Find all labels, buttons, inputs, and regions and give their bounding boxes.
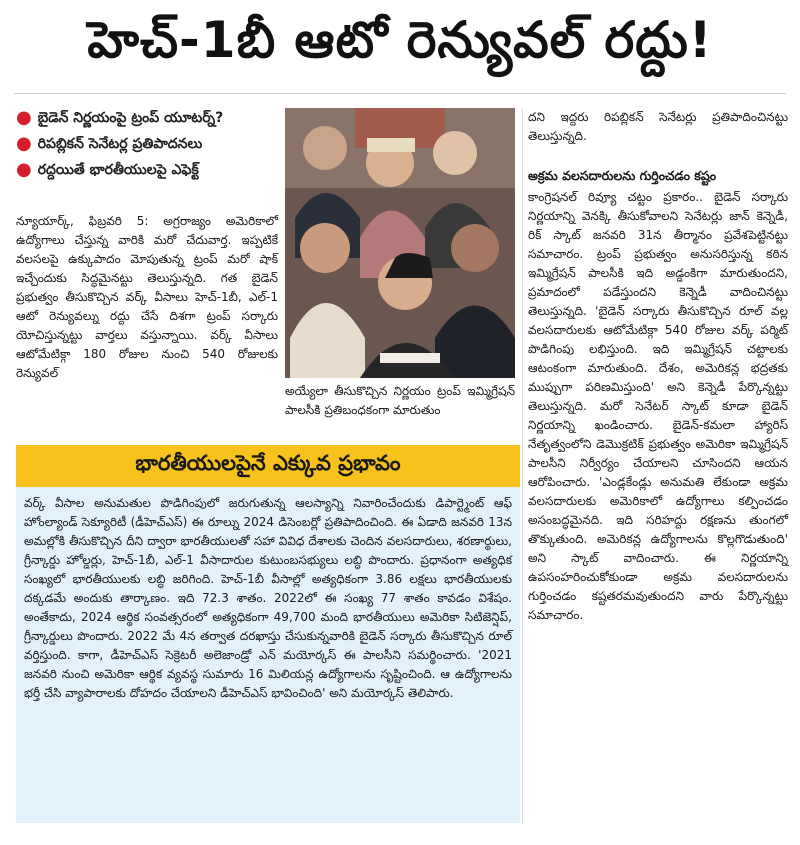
column-divider	[522, 108, 523, 824]
info-box-text: వర్క్ వీసాల అనుమతుల పొడిగింపులో జరుగుతున్న ఆలస్యాన్ని నివారించేందుకు డిపార్ట్మెంట్ ఆఫ్ హోంల్యాండ్ సెక్యూరిటీ (డీహెచ్ఎస్) ఈ రూల్ను 2024 డిసెంబర్లో ప్రతిపాదించింది. ఈ ఏడాది జనవరి 13న అమల్లోకి తీసుకొచ్చిన దీని ద్వారా భారతీయులతో సహా వివిధ దేశాలకు చెందిన వలసదారులు, శరణార్థులు, గ్రీన్కార్డు హోల్డర్లు, హెచ్-1బీ, ఎల్-1 వీసాదారుల కుటుంబసభ్యులు లబ్ధి పొందారు. ప్రధానంగా అత్యధిక సంఖ్యలో భారతీయులకు లబ్ధి జరిగింది. హెచ్-1బీ వీసాల్లో అత్యధికంగా 3.86 లక్షలు భారతీయులకు దక్కడమే అందుకు తార్కాణం. ఇది 72.3 శాతం. 2022లో ఈ సంఖ్య 77 శాతం కావడం విశేషం. అంతేకాదు, 2024 ఆర్థిక సంవత్సరంలో అత్యధికంగా 49,700 మంది భారతీయులు అమెరికా సిటిజెన్షిప్, గ్రీన్కార్డులు పొందారు. 2022 మే 4న తర్వాత దరఖాస్తు చేసుకున్నవారికి బైడెన్ సర్కారు తీసుకొచ్చిన రూల్ వర్తిస్తుంది. కాగా, డీహెచ్ఎస్ సెక్రెటరీ అలెజాండ్రో ఎన్ మయోర్కస్ ఈ పాలసీని సమర్థించారు. '2021 జనవరి నుంచి అమెరికా ఆర్థిక వ్యవస్థ సుమారు 16 మిలియన్ల ఉద్యోగాలను సృష్టించింది. ఆ ఉద్యోగాలను భర్తీ చేసి వ్యాపారాలకు దోహదం చేయాలని డీహెచ్ఎస్ భావించింది' అని మయోర్కస్ తెలిపారు.	[24, 496, 512, 700]
students-photo-illustration	[285, 108, 515, 378]
highlight-item: ● రద్దయితే భారతీయులపై ఎఫెక్ట్	[16, 159, 199, 180]
highlight-item: ● బైడెన్ నిర్ణయంపై ట్రంప్ యూటర్న్?	[16, 107, 224, 128]
news-photo	[285, 108, 515, 378]
bullet-icon: ●	[16, 107, 32, 128]
bullet-icon: ●	[16, 133, 32, 154]
bullet-icon: ●	[16, 159, 32, 180]
highlights-list	[16, 108, 280, 186]
headline: హెచ్-1బీ ఆటో రెన్యువల్ రద్దు!	[87, 10, 713, 69]
headline-divider	[14, 93, 786, 94]
right-subheading: అక్రమ వలసదారులను గుర్తించడం కష్టం	[528, 168, 717, 183]
right-article-text: కాంగ్రెషనల్ రివ్యూ చట్టం ప్రకారం.. బైడెన్ సర్కారు నిర్ణయాన్ని వెనక్కి తీసుకోవాలని సెనేటర్లు జాన్ కెన్నెడీ, రిక్ స్కాట్ జనవరి 31న తీర్మానం ప్రవేశపెట్టినట్టు సమాచారం. ట్రంప్ ప్రభుత్వం అనుసరిస్తున్న కఠిన ఇమ్మిగ్రేషన్ పాలసీకి ఇది అడ్డంకిగా మారుతుందని, ప్రమాదంలో పడేస్తుందని కెన్నెడీ వాదించినట్టు తెలుస్తున్నది. 'బైడెన్ సర్కారు తీసుకొచ్చిన రూల్ వల్ల వలసదారులకు ఆటోమేటిక్గా 540 రోజుల వర్క్ పర్మిట్ పొడిగింపు లభిస్తుంది. ఇది ఇమ్మిగ్రేషన్ చట్టాలకు ఆటంకంగా మారుతుంది. దేశం, అమెరికన్ల భద్రతకు ముప్పుగా పరిణమిస్తుంది' అని కెన్నెడీ పేర్కొన్నట్టు తెలుస్తున్నది. మరో సెనేటర్ స్కాట్ కూడా బైడెన్ నిర్ణయాన్ని ఖండించారు. బైడెన్-కమలా హ్యారిస్ నేతృత్వంలోని డెమొక్రటిక్ ప్రభుత్వం అమెరికా ఇమ్మిగ్రేషన్ పాలసీని నిర్వీర్యం చేయాలని చూసిందని ఆయన ఆరోపించారు. 'ఎండ్లకేండ్లు అనుమతి లేకుండా అక్రమ వలసదారులకు అమెరికాలో ఉద్యోగాలు కల్పించడం అసంబద్ధమైనది. ఇది సరిహద్దు రక్షణను తుంగలో తొక్కుతుంది. అమెరికన్ల ఉద్యోగాలను కొల్లగొడుతుంది' అని స్కాట్ వాదించారు. ఈ నిర్ణయాన్ని ఉపసంహరించుకోకుండా అక్రమ వలసదారులను గుర్తించడం కష్టతరమవుతుందని వారు పేర్కొన్నట్టు సమాచారం.	[528, 190, 788, 622]
left-article-text: న్యూయార్క్, ఫిబ్రవరి 5: అగ్రరాజ్యం అమెరికాలో ఉద్యోగాలు చేస్తున్న వారికి మరో చేదువార్త. ఇప్పటికే వలసలపై ఉక్కుపాదం మోపుతున్న ట్రంప్ మరో షాక్ ఇచ్చేందుకు సిద్ధమైనట్టు తెలుస్తున్నది. గత బైడెన్ ప్రభుత్వం తీసుకొచ్చిన వర్క్ వీసాలు హెచ్-1బీ, ఎల్-1 ఆటో రెన్యువల్ను రద్దు చేసే దిశగా ట్రంప్ సర్కారు యోచిస్తున్నట్టు వార్తలు వస్తున్నాయి. వర్క్ వీసాలు ఆటోమేటిక్గా 180 రోజుల నుంచి 540 రోజులకు రెన్యువల్	[16, 214, 278, 380]
info-box-heading: భారతీయులపైనే ఎక్కువ ప్రభావం	[16, 445, 520, 487]
photo-caption: అయ్యేలా తీసుకొచ్చిన నిర్ణయం ట్రంప్ ఇమ్మిగ్రేషన్ పాలసీకి ప్రతిబంధకంగా మారుతుం	[285, 384, 515, 417]
right-top-text: దని ఇద్దరు రిపబ్లికన్ సెనేటర్లు ప్రతిపాదించినట్టు తెలుస్తున్నది.	[528, 110, 788, 143]
highlight-item: ● రిపబ్లికన్ సెనేటర్ల ప్రతిపాదనలు	[16, 133, 203, 154]
